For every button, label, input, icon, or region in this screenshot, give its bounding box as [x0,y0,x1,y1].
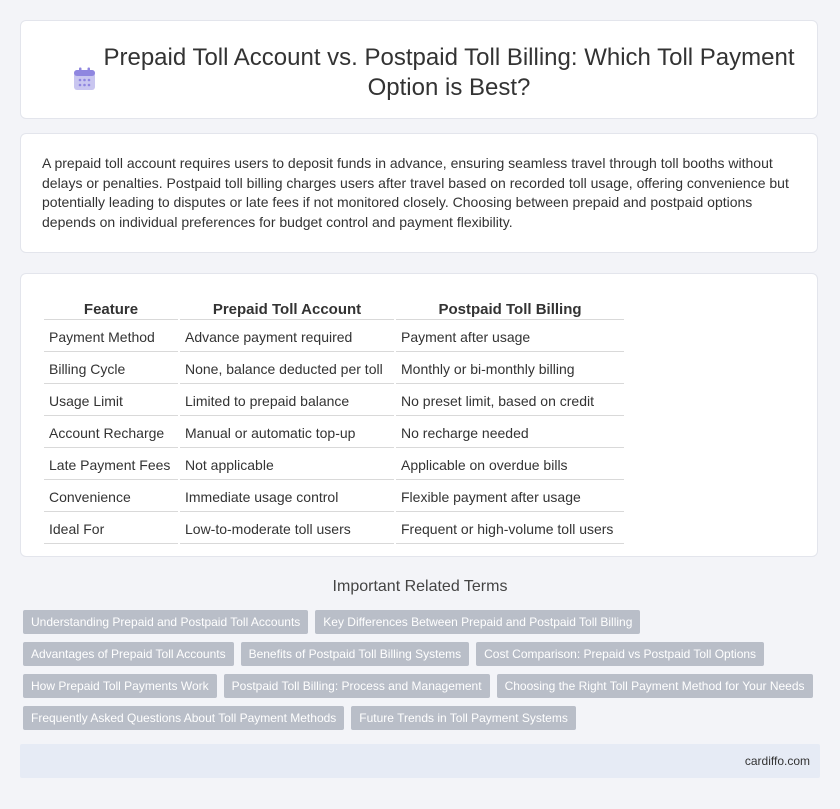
footer [20,744,820,778]
related-term-tag[interactable]: Key Differences Between Prepaid and Postpaid Toll Billing [315,610,640,634]
table-row [44,354,624,384]
tag-row [23,610,823,634]
table-row [44,482,624,512]
related-term-tag[interactable]: Postpaid Toll Billing: Process and Management [224,674,490,698]
column-header-prepaid: Prepaid Toll Account [180,298,394,320]
table-cell: Account Recharge [44,418,178,448]
table-row [44,450,624,480]
related-term-tag[interactable]: Choosing the Right Toll Payment Method for Your Needs [497,674,813,698]
tag-row [23,674,823,698]
related-term-tag[interactable]: Cost Comparison: Prepaid vs Postpaid Toll Options [476,642,764,666]
table-cell: Not applicable [180,450,394,480]
table-cell: Payment after usage [396,322,624,352]
site-name[interactable]: cardiffo.com [744,754,810,768]
table-cell: Frequent or high-volume toll users [396,514,624,544]
comparison-table [42,296,626,546]
related-term-tag[interactable]: Understanding Prepaid and Postpaid Toll Accounts [23,610,308,634]
table-cell: Payment Method [44,322,178,352]
tag-row [23,706,823,730]
table-cell: Applicable on overdue bills [396,450,624,480]
table-cell: No recharge needed [396,418,624,448]
table-row [44,514,624,544]
column-header-feature: Feature [44,298,178,320]
related-terms-list [23,610,823,738]
table-cell: Monthly or bi-monthly billing [396,354,624,384]
related-term-tag[interactable]: How Prepaid Toll Payments Work [23,674,217,698]
table-row [44,322,624,352]
table-cell: Usage Limit [44,386,178,416]
related-term-tag[interactable]: Frequently Asked Questions About Toll Payment Methods [23,706,344,730]
page-title: Prepaid Toll Account vs. Postpaid Toll Billing: Which Toll Payment Option is Best? [103,44,795,101]
table-cell: Ideal For [44,514,178,544]
table-cell: Advance payment required [180,322,394,352]
related-term-tag[interactable]: Future Trends in Toll Payment Systems [351,706,576,730]
table-header-row [44,298,624,320]
table-cell: Flexible payment after usage [396,482,624,512]
table-cell: No preset limit, based on credit [396,386,624,416]
table-cell: Convenience [44,482,178,512]
related-term-tag[interactable]: Advantages of Prepaid Toll Accounts [23,642,234,666]
intro-card [20,133,818,253]
table-row [44,418,624,448]
intro-paragraph: A prepaid toll account requires users to deposit funds in advance, ensuring seamless travel through toll booths without delays or penalties. Postpaid toll billing charges users after travel based on recorded toll usage, offering convenience but potentially leading to disputes or late fees if not monitored closely. Choosing between prepaid and postpaid options depends on individual preferences for budget control and payment flexibility. [42,155,789,230]
table-cell: Late Payment Fees [44,450,178,480]
table-cell: Immediate usage control [180,482,394,512]
table-cell: Billing Cycle [44,354,178,384]
table-cell: None, balance deducted per toll [180,354,394,384]
related-term-tag[interactable]: Benefits of Postpaid Toll Billing Systems [241,642,470,666]
tag-row [23,642,823,666]
table-row [44,386,624,416]
column-header-postpaid: Postpaid Toll Billing [396,298,624,320]
related-terms-heading: Important Related Terms [332,578,508,595]
table-cell: Limited to prepaid balance [180,386,394,416]
comparison-table-card [20,273,818,557]
table-cell: Manual or automatic top-up [180,418,394,448]
title-card [20,20,818,119]
table-cell: Low-to-moderate toll users [180,514,394,544]
